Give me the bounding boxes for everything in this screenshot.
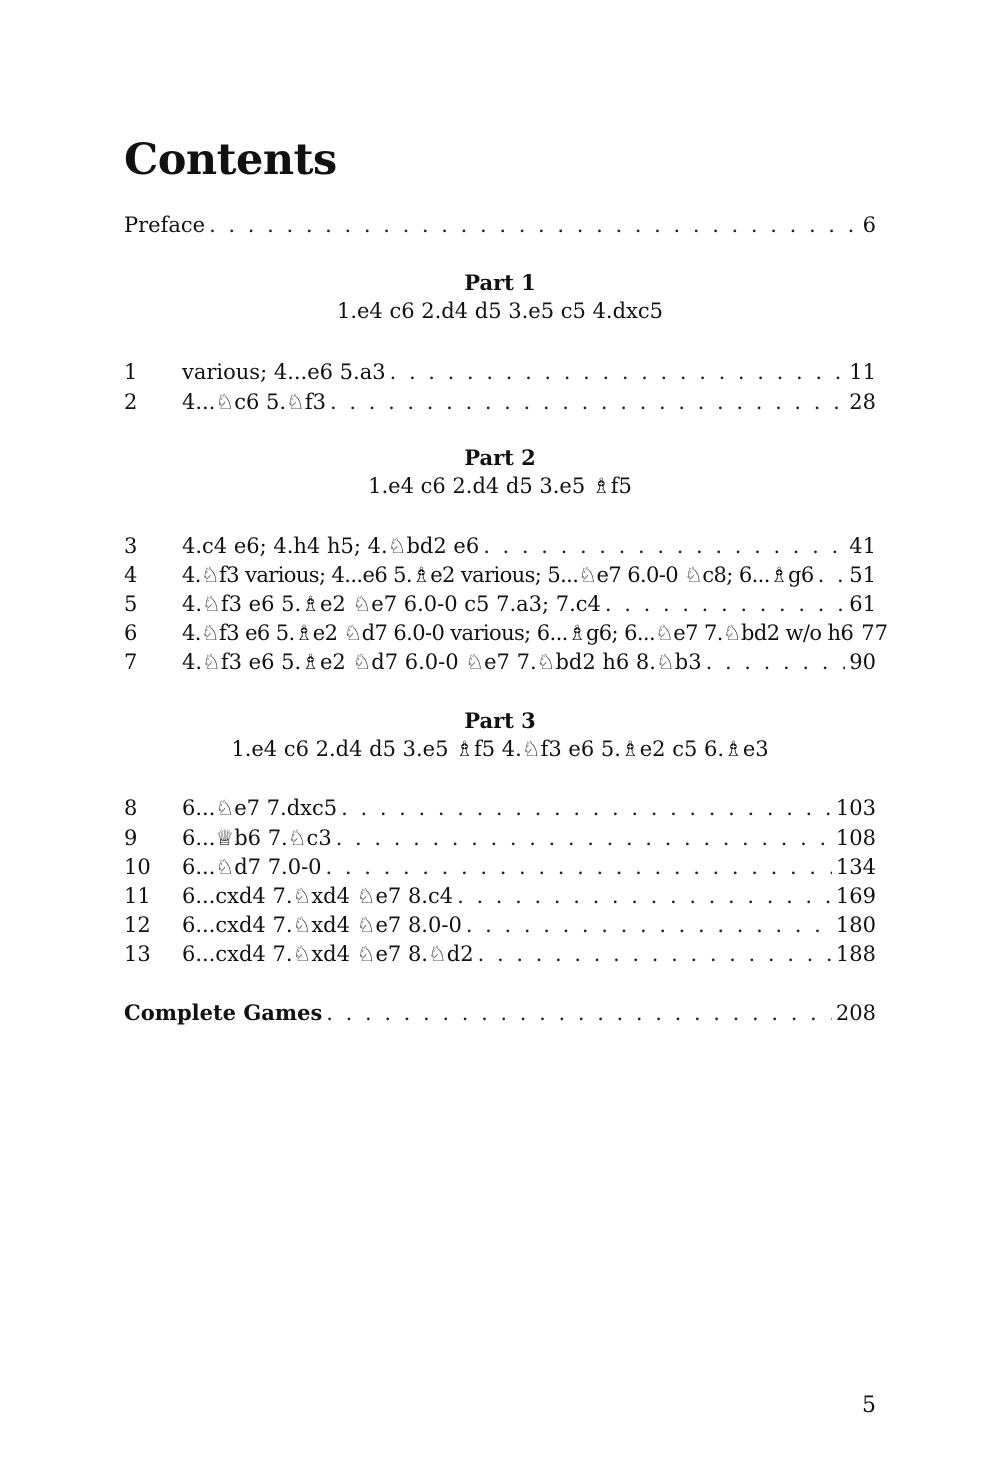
- part-title: Part 1: [464, 270, 536, 295]
- chapter-number: 3: [124, 534, 138, 558]
- chapter-number: 9: [124, 826, 138, 850]
- toc-page-number: 180: [835, 913, 876, 937]
- toc-entry-preface[interactable]: [124, 211, 876, 239]
- part-1-heading: [124, 269, 876, 325]
- toc-entry-label: 4.♘f3 e6 5.♗e2 ♘e7 6.0-0 c5 7.a3; 7.c4: [182, 592, 601, 616]
- toc-page-number: 169: [835, 884, 876, 908]
- chapter-number: 6: [124, 621, 138, 645]
- dot-leader: [390, 358, 846, 386]
- part-line: 1.e4 c6 2.d4 d5 3.e5 ♗f5: [368, 474, 632, 498]
- chapter-number: 1: [124, 360, 138, 384]
- toc-entry-label: 4.♘f3 e6 5.♗e2 ♘d7 6.0-0 ♘e7 7.♘bd2 h6 8.♘b3: [182, 650, 702, 674]
- toc-entry-chapter-7[interactable]: [124, 648, 876, 676]
- part-title: Part 3: [464, 708, 536, 733]
- toc-page-number: 208: [835, 1001, 876, 1025]
- dot-leader: [336, 824, 832, 852]
- dot-leader: [478, 940, 832, 968]
- toc-entry-chapter-2[interactable]: [124, 388, 876, 416]
- toc-entry-label: 6...♘d7 7.0-0: [182, 855, 322, 879]
- toc-page-number: 41: [849, 534, 876, 558]
- dot-leader: [330, 388, 845, 416]
- part-title: Part 2: [464, 445, 536, 470]
- toc-page-number: 90: [849, 650, 876, 674]
- part-line: 1.e4 c6 2.d4 d5 3.e5 ♗f5 4.♘f3 e6 5.♗e2 c5 6.♗e3: [231, 737, 769, 761]
- toc-page-number: 28: [849, 390, 876, 414]
- toc-entry-label: Preface: [124, 213, 206, 237]
- chapter-number: 11: [124, 884, 151, 908]
- dot-leader: [818, 561, 846, 589]
- part-3-heading: [124, 707, 876, 763]
- toc-entry-label: 6...cxd4 7.♘xd4 ♘e7 8.♘d2: [182, 942, 474, 966]
- dot-leader: [483, 532, 845, 560]
- toc-page-number: 51: [849, 563, 876, 587]
- toc-entry-chapter-6[interactable]: [124, 619, 888, 647]
- dot-leader: [605, 590, 845, 618]
- toc-page-number: 188: [835, 942, 876, 966]
- toc-page-number: 134: [835, 855, 876, 879]
- chapter-number: 8: [124, 796, 138, 820]
- dot-leader: [326, 999, 832, 1027]
- toc-entry-label: various; 4...e6 5.a3: [182, 360, 386, 384]
- dot-leader: [706, 648, 846, 676]
- chapter-number: 7: [124, 650, 138, 674]
- chapter-number: 10: [124, 855, 151, 879]
- dot-leader: [457, 882, 832, 910]
- chapter-number: 2: [124, 390, 138, 414]
- chapter-number: 4: [124, 563, 138, 587]
- toc-entry-label: 6...cxd4 7.♘xd4 ♘e7 8.c4: [182, 884, 454, 908]
- toc-entry-label: 6...♕b6 7.♘c3: [182, 826, 332, 850]
- toc-entry-chapter-1[interactable]: [124, 358, 876, 386]
- dot-leader: [341, 794, 832, 822]
- toc-entry-label: 4.c4 e6; 4.h4 h5; 4.♘bd2 e6: [182, 534, 480, 558]
- chapter-number: 13: [124, 942, 151, 966]
- page-title: Contents: [124, 135, 337, 185]
- toc-entry-chapter-11[interactable]: [124, 882, 876, 910]
- toc-page-number: 77: [861, 621, 888, 645]
- toc-entry-chapter-10[interactable]: [124, 853, 876, 881]
- toc-entry-chapter-9[interactable]: [124, 824, 876, 852]
- toc-page-number: 11: [849, 360, 876, 384]
- toc-entry-label: Complete Games: [124, 1000, 323, 1025]
- toc-entry-label: 4...♘c6 5.♘f3: [182, 390, 327, 414]
- dot-leader: [326, 853, 832, 881]
- toc-page-number: 61: [849, 592, 876, 616]
- chapter-number: 12: [124, 913, 151, 937]
- chapter-number: 5: [124, 592, 138, 616]
- toc-entry-label: 6...cxd4 7.♘xd4 ♘e7 8.0-0: [182, 913, 462, 937]
- toc-page-number: 103: [835, 796, 876, 820]
- toc-entry-chapter-5[interactable]: [124, 590, 876, 618]
- toc-entry-complete-games[interactable]: [124, 999, 876, 1027]
- page-folio: 5: [862, 1393, 876, 1418]
- toc-entry-chapter-3[interactable]: [124, 532, 876, 560]
- toc-page-number: 6: [862, 213, 876, 237]
- toc-entry-label: 4.♘f3 various; 4...e6 5.♗e2 various; 5...♘e7 6.0-0 ♘c8; 6...♗g6: [182, 563, 814, 587]
- part-2-heading: [124, 444, 876, 500]
- toc-page-number: 108: [835, 826, 876, 850]
- toc-entry-chapter-4[interactable]: [124, 561, 876, 589]
- toc-entry-chapter-12[interactable]: [124, 911, 876, 939]
- toc-entry-label: 4.♘f3 e6 5.♗e2 ♘d7 6.0-0 various; 6...♗g6; 6...♘e7 7.♘bd2 w/o h6: [182, 621, 854, 645]
- toc-entry-chapter-8[interactable]: [124, 794, 876, 822]
- toc-entry-chapter-13[interactable]: [124, 940, 876, 968]
- dot-leader: [209, 211, 859, 239]
- part-line: 1.e4 c6 2.d4 d5 3.e5 c5 4.dxc5: [336, 299, 664, 323]
- dot-leader: [466, 911, 832, 939]
- toc-entry-label: 6...♘e7 7.dxc5: [182, 796, 338, 820]
